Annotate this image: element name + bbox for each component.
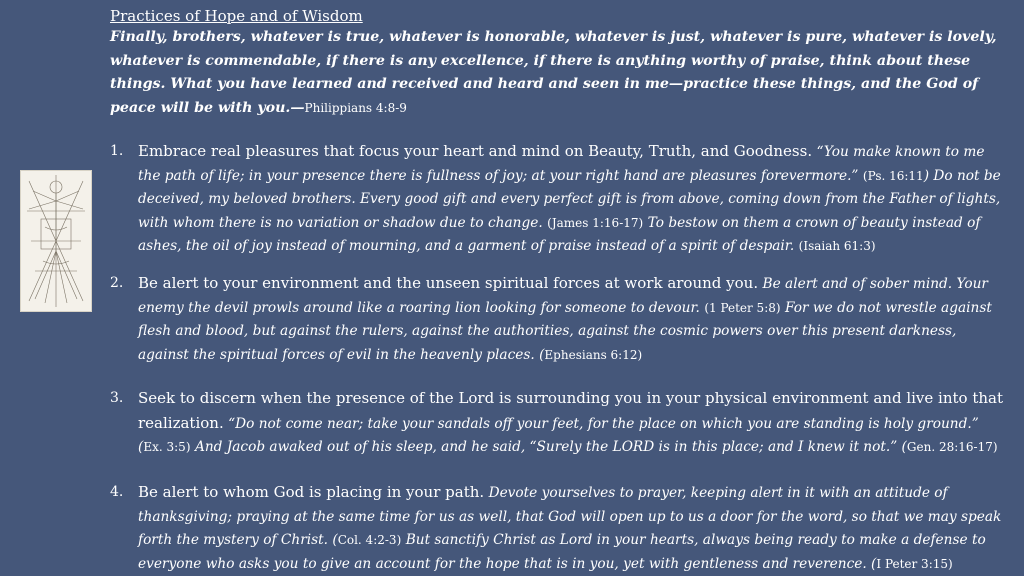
item-number: 4. bbox=[110, 484, 124, 500]
item-heading: Be alert to whom God is placing in your path. bbox=[138, 483, 485, 501]
scripture-reference: (1 Peter 5:8) bbox=[704, 300, 781, 315]
scripture-quote: For we do not wrestle against flesh and blood, but against the rulers, against the authorities, against the cosmic powers over this present darkness, against the spiritual forces of evil in the heavenly places. ( bbox=[138, 299, 992, 363]
page-title: Practices of Hope and of Wisdom bbox=[110, 7, 363, 25]
scripture-reference: (James 1:16-17) bbox=[547, 215, 644, 230]
scripture-reference: Ex. 3:5) bbox=[143, 440, 191, 454]
opening-verse-text: Finally, brothers, whatever is true, whatever is honorable, whatever is just, whatever is pure, whatever is lovely, whatever is commendable, if there is any excellence, if there is anything worthy of praise, think about these things. What you have learned and received and heard and seen in me—practice these things, and the God of peace will be with you.— bbox=[110, 29, 997, 116]
scripture-quote: Be alert and of sober mind. Your enemy the devil prowls around like a roaring lion looking for someone to devour. bbox=[138, 276, 988, 316]
scripture-quote: And Jacob awaked out of his sleep, and he said, “Surely the LORD is in this place; and I knew it not.” ( bbox=[194, 439, 907, 455]
figure-drawing bbox=[21, 171, 91, 311]
scripture-quote: “You make known to me the path of life; in your presence there is fullness of joy; at your right hand are pleasures forevermore.” bbox=[138, 144, 985, 184]
scripture-quote: Devote yourselves to prayer, keeping alert in it with an attitude of thanksgiving; praying at the same time for us as well, that God will open up to us a door for the word, so that we may speak forth the mystery of Christ. ( bbox=[138, 485, 1002, 548]
scripture-quote: But sanctify Christ as Lord in your hearts, always being ready to make a defense to everyone who asks you to give an account for the hope that is in you, yet with gentleness and reverence. ( bbox=[138, 532, 986, 572]
scripture-quote: ) Do not be deceived, my beloved brothers. Every good gift and every perfect gift is from above, coming down from the Father of lights, with whom there is no variation or shadow due to change. bbox=[138, 167, 1001, 231]
item-body bbox=[138, 272, 1005, 367]
list-item-1 bbox=[110, 140, 1005, 259]
scripture-reference: (Isaiah 61:3) bbox=[798, 239, 876, 253]
scripture-quote: To bestow on them a crown of beauty instead of ashes, the oil of joy instead of mourning, and a garment of praise instead of a spirit of despair. bbox=[138, 214, 981, 254]
item-number: 3. bbox=[110, 390, 124, 406]
list-item-3 bbox=[110, 387, 1005, 460]
scripture-reference: Ephesians 6:12) bbox=[544, 347, 643, 362]
scripture-quote: “Do not come near; take your sandals off your feet, for the place on which you are standing is holy ground.” ( bbox=[138, 415, 979, 455]
item-heading: Seek to discern when the presence of the Lord is surrounding you in your physical environment and live into that realization. bbox=[138, 389, 1003, 432]
vitruvian-figure-image bbox=[20, 170, 92, 312]
item-body bbox=[138, 481, 1005, 576]
scripture-reference: Col. 4:2-3) bbox=[337, 533, 402, 547]
opening-verse-reference: Philippians 4:8-9 bbox=[304, 100, 407, 115]
scripture-reference: Gen. 28:16-17) bbox=[906, 440, 998, 454]
opening-verse bbox=[110, 26, 1010, 120]
list-item-4 bbox=[110, 481, 1005, 576]
header bbox=[110, 6, 1010, 120]
scripture-reference: I Peter 3:15) bbox=[876, 556, 953, 571]
item-heading: Embrace real pleasures that focus your heart and mind on Beauty, Truth, and Goodness. bbox=[138, 142, 813, 160]
item-body bbox=[138, 387, 1005, 460]
list-item-2 bbox=[110, 272, 1005, 367]
item-heading: Be alert to your environment and the unseen spiritual forces at work around you. bbox=[138, 274, 759, 292]
item-number: 1. bbox=[110, 143, 124, 159]
item-number: 2. bbox=[110, 275, 124, 291]
scripture-reference: (Ps. 16:11 bbox=[862, 168, 924, 183]
item-body bbox=[138, 140, 1005, 259]
